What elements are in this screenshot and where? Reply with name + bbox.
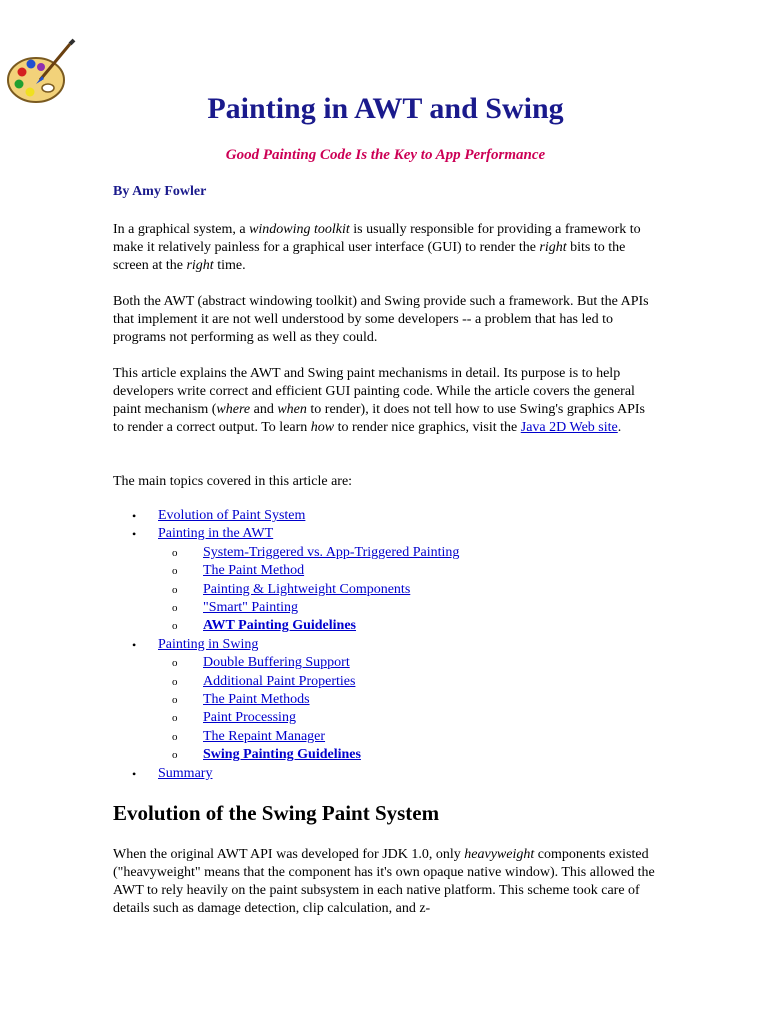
subtopic-item [113, 599, 459, 617]
section-paragraph-1 [113, 846, 658, 918]
circle-bullet-icon: o [172, 546, 178, 559]
bullet-icon: • [132, 766, 137, 781]
bullet-icon: • [132, 527, 137, 542]
subtopic-link[interactable]: The Repaint Manager [203, 728, 326, 744]
subtopic-item [113, 654, 459, 672]
emphasis-text: how [310, 420, 335, 435]
bullet-icon: • [132, 509, 137, 523]
emphasis-text: heavyweight [464, 847, 535, 862]
circle-bullet-icon: o [172, 565, 178, 578]
subtopic-item [113, 544, 459, 562]
circle-bullet-icon: o [172, 657, 178, 670]
topics-list [113, 507, 459, 783]
circle-bullet-icon: o [172, 602, 178, 615]
topic-link-summary[interactable]: Summary [158, 765, 213, 781]
emphasis-text: when [277, 402, 307, 417]
emphasis-text: windowing toolkit [249, 222, 350, 237]
paint-palette-logo-icon [4, 36, 78, 108]
topic-item [113, 525, 459, 543]
subtopic-link[interactable]: Double Buffering Support [203, 655, 350, 671]
subtopic-link-awt-guidelines[interactable]: AWT Painting Guidelines [203, 618, 357, 634]
text-run: This article explains the AWT and Swing paint mechanisms in detail. Its purpose is to help developers write correct and efficient GUI painting code. While the article covers the general paint mechanism ( [113, 366, 635, 417]
topic-item [113, 507, 459, 525]
circle-bullet-icon: o [172, 712, 178, 725]
circle-bullet-icon: o [172, 749, 178, 762]
text-run: to render), it does not tell how to use Swing's graphics APIs to render a correct output. To learn [113, 402, 646, 435]
subtopic-item [113, 746, 459, 764]
text-run: bits to the screen at the [113, 240, 626, 273]
emphasis-text: right [186, 258, 214, 273]
circle-bullet-icon: o [172, 583, 178, 596]
subtopic-item [113, 617, 459, 635]
subtopic-item [113, 581, 459, 599]
topic-link-evolution[interactable]: Evolution of Paint System [158, 508, 306, 523]
circle-bullet-icon: o [172, 694, 178, 707]
subtopic-link[interactable]: Painting & Lightweight Components [203, 581, 411, 597]
text-run: When the original AWT API was developed for JDK 1.0, only [113, 847, 465, 862]
intro-paragraph-3 [113, 365, 658, 437]
text-run: time. [213, 258, 246, 273]
subtopic-link[interactable]: Additional Paint Properties [203, 673, 356, 689]
text-run: components existed ("heavyweight" means that the component has it's own opaque native window). This allowed the AWT to rely heavily on the paint subsystem in each native platform. This scheme took care of details such as damage detection, clip calculation, and z- [113, 847, 655, 916]
text-run: In a graphical system, a [113, 222, 250, 237]
text-run: is usually responsible for providing a framework to make it relatively painless for a graphical user interface (GUI) to render the [113, 222, 641, 255]
topic-item [113, 636, 459, 654]
emphasis-text: where [216, 402, 251, 417]
page-subtitle: Good Painting Code Is the Key to App Performance [225, 147, 546, 163]
java2d-website-link[interactable]: Java 2D Web site [520, 420, 618, 435]
section-heading: Evolution of the Swing Paint System [113, 801, 440, 825]
subtopic-item [113, 673, 459, 691]
subtopic-item [113, 709, 459, 727]
subtopic-link[interactable]: The Paint Methods [203, 692, 310, 708]
emphasis-text: right [539, 240, 567, 255]
subtopic-item [113, 562, 459, 580]
intro-paragraph-2: Both the AWT (abstract windowing toolkit) and Swing provide such a framework. But the APIs that implement it are not well understood by some developers -- a problem that has led to programs not performing as well as they could. [113, 294, 649, 345]
subtopic-link[interactable]: The Paint Method [203, 563, 305, 579]
text-run: to render nice graphics, visit the [334, 420, 521, 435]
subtopic-link[interactable]: System-Triggered vs. App-Triggered Painting [203, 544, 460, 560]
author-byline: By Amy Fowler [113, 184, 207, 199]
topic-link-painting-swing[interactable]: Painting in Swing [158, 636, 259, 652]
subtopic-link-swing-guidelines[interactable]: Swing Painting Guidelines [203, 747, 361, 763]
topic-item [113, 765, 459, 783]
circle-bullet-icon: o [172, 620, 178, 633]
page-title: Painting in AWT and Swing [207, 92, 564, 125]
circle-bullet-icon: o [172, 675, 178, 688]
subtopic-link[interactable]: "Smart" Painting [203, 600, 299, 616]
intro-paragraph-1 [113, 221, 658, 275]
circle-bullet-icon: o [172, 730, 178, 743]
text-run: . [617, 420, 622, 435]
intro-paragraph-4: The main topics covered in this article are: [113, 474, 353, 489]
bullet-icon: • [132, 637, 137, 652]
subtopic-item [113, 691, 459, 709]
topic-link-painting-awt[interactable]: Painting in the AWT [158, 526, 274, 542]
subtopic-link[interactable]: Paint Processing [203, 710, 296, 726]
text-run: and [250, 402, 278, 417]
subtopic-item [113, 728, 459, 746]
